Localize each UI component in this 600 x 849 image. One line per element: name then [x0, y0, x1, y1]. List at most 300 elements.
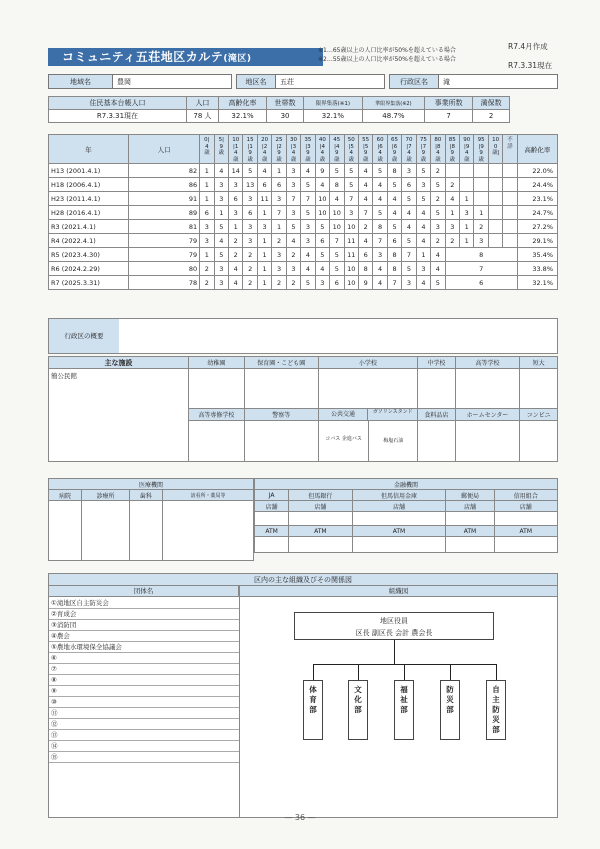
- age-cell: 2: [229, 234, 243, 248]
- atm-label: ATM: [352, 526, 446, 537]
- org-line-dept: [496, 664, 497, 680]
- age-bin-header: [330, 135, 344, 164]
- age-cell-80-plus: 6: [445, 276, 517, 290]
- age-cell: 4: [416, 234, 430, 248]
- pop-header: 人口: [129, 135, 200, 164]
- age-cell: 5: [431, 276, 445, 290]
- age-cell: 11: [257, 192, 271, 206]
- row-aging-rate: 29.1%: [517, 234, 557, 248]
- age-cell: 4: [214, 234, 228, 248]
- age-cell: 10: [344, 276, 358, 290]
- age-bin-label: 50|54歳: [347, 137, 355, 163]
- medical-head-dental: 歯科: [129, 490, 162, 501]
- row-aging-rate: 27.2%: [517, 220, 557, 234]
- age-cell: 5: [387, 178, 401, 192]
- medical-title: 医療機関: [49, 479, 254, 490]
- age-cell: 4: [315, 262, 329, 276]
- admin-value: 滝: [438, 74, 558, 89]
- stat-val-2: 30: [267, 110, 304, 123]
- dept-char: 災: [492, 715, 500, 724]
- age-cell: 4: [431, 248, 445, 262]
- age-cell: [474, 178, 488, 192]
- facilities-main-value: 簡公民館: [49, 369, 189, 462]
- age-bin-header: [416, 135, 430, 164]
- atm-label: ATM: [255, 526, 289, 537]
- fac-head-nursery: 保育園・こども園: [244, 357, 318, 369]
- age-bin-label: 5|9歳: [218, 137, 225, 156]
- age-bin-label: 80|84歳: [434, 137, 442, 163]
- dept-char: 災: [446, 695, 454, 704]
- fac-head-transport: 公共交通: [319, 409, 369, 420]
- age-cell: 1: [257, 262, 271, 276]
- org-group-item: ⑧: [49, 675, 239, 686]
- age-cell: [460, 178, 474, 192]
- stat-head-2: 世帯数: [267, 97, 304, 110]
- age-cell: 3: [257, 220, 271, 234]
- stat-head-3: 限界集落(※1): [303, 97, 362, 110]
- fac-head-home-center: ホームセンター: [455, 409, 519, 421]
- age-cell: 3: [460, 206, 474, 220]
- dept-box: [394, 680, 414, 740]
- age-cell: 8: [330, 178, 344, 192]
- age-cell: [503, 234, 517, 248]
- org-group-item: ③消防団: [49, 620, 239, 631]
- age-cell: 6: [272, 178, 286, 192]
- age-cell: 7: [387, 276, 401, 290]
- age-bin-label: 55|59歳: [362, 137, 370, 163]
- age-bin-header: [229, 135, 243, 164]
- age-cell: 1: [474, 206, 488, 220]
- age-cell: 5: [301, 206, 315, 220]
- finance-blank: [446, 537, 494, 553]
- age-cell: 1: [200, 164, 214, 178]
- dept-char: 部: [446, 705, 454, 714]
- age-bin-label: 35|39歳: [304, 137, 312, 163]
- dept-box: [486, 680, 506, 740]
- age-bin-header: [460, 135, 474, 164]
- age-bin-label: 75|79歳: [419, 137, 427, 163]
- age-cell: 9: [315, 164, 329, 178]
- age-bin-header: [387, 135, 401, 164]
- table-row: [49, 206, 558, 220]
- age-cell: 3: [315, 276, 329, 290]
- dept-box: [303, 680, 323, 740]
- district-value: 五荘: [275, 74, 385, 89]
- finance-org-ja: JA: [255, 490, 289, 501]
- fac-head-elementary: 小学校: [318, 357, 417, 369]
- row-year: R6 (2024.2.29): [49, 262, 129, 276]
- dept-char: 体: [309, 685, 317, 694]
- age-cell: 4: [301, 164, 315, 178]
- finance-org-tajima-bank: 但馬銀行: [289, 490, 352, 501]
- age-cell: 5: [344, 178, 358, 192]
- age-cell: 10: [344, 220, 358, 234]
- dept-char: 部: [354, 705, 362, 714]
- age-bin-header: [257, 135, 271, 164]
- year-header: 年: [49, 135, 129, 164]
- row-year: H18 (2006.4.1): [49, 178, 129, 192]
- age-cell: [445, 164, 459, 178]
- age-cell: 5: [301, 178, 315, 192]
- age-cell: 5: [402, 262, 416, 276]
- population-stats: [48, 96, 510, 123]
- row-population: 81: [129, 220, 200, 234]
- age-bin-label: 10|14歳: [232, 137, 240, 163]
- stat-head-4: 準限界集落(※2): [362, 97, 424, 110]
- age-cell: 6: [330, 276, 344, 290]
- store-label: 店舗: [352, 501, 446, 512]
- org-line-dept: [450, 664, 451, 680]
- age-bin-header: [344, 135, 358, 164]
- org-line-dept: [313, 664, 314, 680]
- org-group-item: ⑪: [49, 708, 239, 719]
- stat-head-1: 高齢化率: [218, 97, 266, 110]
- org-line-trunk: [394, 640, 395, 664]
- age-cell: 5: [416, 192, 430, 206]
- row-aging-rate: 22.0%: [517, 164, 557, 178]
- age-cell: 2: [358, 220, 372, 234]
- age-cell: 4: [373, 276, 387, 290]
- age-cell: 5: [214, 248, 228, 262]
- note-1: ※1…65歳以上の人口比率が50%を超えている場合: [318, 47, 456, 54]
- dept-char: 防: [492, 705, 500, 714]
- org-group-item: ⑤農地水環境保全協議会: [49, 642, 239, 653]
- finance-blank: [494, 512, 557, 526]
- age-cell: 2: [229, 248, 243, 262]
- dept-char: 化: [354, 695, 362, 704]
- age-bin-header: [272, 135, 286, 164]
- age-cell: 14: [229, 164, 243, 178]
- table-row: [49, 178, 558, 192]
- age-cell: 2: [445, 178, 459, 192]
- age-cell: 7: [344, 192, 358, 206]
- title-sub: (滝区): [223, 54, 252, 64]
- age-cell: 5: [373, 164, 387, 178]
- age-cell: 2: [474, 220, 488, 234]
- age-cell: 1: [460, 192, 474, 206]
- age-distribution-table: [48, 134, 558, 290]
- row-population: 86: [129, 178, 200, 192]
- org-group-item: ④農会: [49, 631, 239, 642]
- finance-blank: [289, 512, 352, 526]
- age-cell: 3: [229, 178, 243, 192]
- finance-blank: [494, 537, 557, 553]
- age-bin-header: [243, 135, 257, 164]
- age-bin-header: [200, 135, 214, 164]
- fac-head-convenience: コンビニ: [520, 409, 558, 421]
- basis-label: 住民基本台帳人口: [49, 97, 187, 110]
- age-cell: [503, 192, 517, 206]
- age-cell: 3: [286, 164, 300, 178]
- store-label: 店舗: [494, 501, 557, 512]
- finance-blank: [255, 512, 289, 526]
- region-label: 地域名: [48, 74, 113, 89]
- table-row: [49, 276, 558, 290]
- gas-value: 梅塩石油: [383, 438, 404, 444]
- age-cell: 4: [214, 164, 228, 178]
- age-cell: 5: [330, 248, 344, 262]
- age-cell: 2: [445, 234, 459, 248]
- age-cell: 3: [416, 178, 430, 192]
- region-value: 豊岡: [112, 74, 232, 89]
- age-cell: 7: [402, 248, 416, 262]
- finance-blank: [352, 537, 446, 553]
- dept-char: 文: [354, 685, 362, 694]
- age-cell: [474, 192, 488, 206]
- age-cell: 4: [402, 220, 416, 234]
- age-bin-header: [445, 135, 459, 164]
- age-cell: 3: [431, 220, 445, 234]
- age-cell: 5: [286, 220, 300, 234]
- age-bin-label: 85|89歳: [448, 137, 456, 163]
- age-cell: 1: [200, 192, 214, 206]
- dept-char: 祉: [400, 695, 408, 704]
- age-cell: [488, 220, 502, 234]
- row-population: 91: [129, 192, 200, 206]
- table-row: [49, 234, 558, 248]
- board-box: [294, 612, 494, 640]
- age-cell: 1: [272, 220, 286, 234]
- age-cell: [488, 206, 502, 220]
- dept-char: 福: [400, 685, 408, 694]
- fac-head-kindergarten: 幼稚園: [189, 357, 245, 369]
- age-cell: 1: [257, 206, 271, 220]
- age-bin-label: 70|74歳: [405, 137, 413, 163]
- row-population: 89: [129, 206, 200, 220]
- table-row: [49, 220, 558, 234]
- page-number: — 36 —: [284, 813, 316, 822]
- title-main: コミュニティ五荘地区カルテ: [62, 50, 224, 64]
- fac-head-junior-high: 中学校: [418, 357, 456, 369]
- age-cell: 3: [445, 220, 459, 234]
- age-cell: 9: [358, 276, 372, 290]
- admin-label: 行政区名: [389, 74, 439, 89]
- age-cell: 4: [416, 220, 430, 234]
- age-cell: 7: [272, 206, 286, 220]
- age-cell: 1: [229, 220, 243, 234]
- finance-blank: [352, 512, 446, 526]
- finance-org-credit: 信用組合: [494, 490, 557, 501]
- row-aging-rate: 24.7%: [517, 206, 557, 220]
- stat-val-6: 2: [473, 110, 510, 123]
- org-group-item: ⑥: [49, 653, 239, 664]
- org-group-item: ⑩: [49, 697, 239, 708]
- age-cell: 2: [200, 276, 214, 290]
- notes: [318, 46, 456, 64]
- age-cell: 4: [445, 192, 459, 206]
- age-cell: 2: [243, 276, 257, 290]
- age-cell: 7: [286, 192, 300, 206]
- age-bin-header: [301, 135, 315, 164]
- store-label: 店舗: [446, 501, 494, 512]
- age-bin-label: 45|49歳: [333, 137, 341, 163]
- org-group-item: ②育成会: [49, 609, 239, 620]
- age-cell: 5: [431, 178, 445, 192]
- age-cell: 2: [431, 192, 445, 206]
- age-bin-header: [214, 135, 228, 164]
- age-bin-header: [431, 135, 445, 164]
- store-label: 店舗: [255, 501, 289, 512]
- age-cell: 4: [229, 262, 243, 276]
- stat-head-0: 人口: [187, 97, 219, 110]
- age-cell: 8: [387, 262, 401, 276]
- age-cell: [503, 164, 517, 178]
- age-bin-label: 30|34歳: [289, 137, 297, 163]
- org-group-item: ⑬: [49, 730, 239, 741]
- stat-val-5: 7: [424, 110, 472, 123]
- store-label: 店舗: [289, 501, 352, 512]
- age-cell: 6: [387, 234, 401, 248]
- stat-head-5: 事業所数: [424, 97, 472, 110]
- fac-head-gas-station: ガソリンスタンド: [372, 409, 413, 415]
- fac-head-vocational: 高等専修学校: [189, 409, 245, 421]
- facilities-main-label: 主な施設: [49, 357, 189, 369]
- age-cell: [474, 164, 488, 178]
- age-cell: 4: [286, 234, 300, 248]
- age-cell: 5: [344, 164, 358, 178]
- org-divider: [239, 586, 240, 818]
- age-cell: 4: [229, 276, 243, 290]
- medical-head-hospital: 病院: [49, 490, 82, 501]
- age-cell: 4: [301, 262, 315, 276]
- age-cell: 1: [460, 220, 474, 234]
- age-cell: 6: [243, 206, 257, 220]
- age-cell: [488, 178, 502, 192]
- finance-table: [254, 478, 558, 553]
- as-of-date: R7.3.31現在: [508, 61, 553, 70]
- atm-label: ATM: [494, 526, 557, 537]
- dept-char: 部: [492, 725, 500, 734]
- finance-blank: [289, 537, 352, 553]
- age-cell: 3: [474, 234, 488, 248]
- org-line-dept: [358, 664, 359, 680]
- age-cell: 2: [243, 262, 257, 276]
- age-cell: 4: [315, 178, 329, 192]
- age-bin-label: 0|4歳: [204, 137, 210, 156]
- age-cell: 1: [460, 234, 474, 248]
- transport-value: コバス 企進バス: [319, 421, 370, 461]
- org-col-groups: 団体名: [49, 586, 239, 597]
- medical-head-clinic: 診療所: [81, 490, 129, 501]
- age-cell: 6: [402, 178, 416, 192]
- stat-val-3: 32.1%: [303, 110, 362, 123]
- age-cell: 5: [315, 220, 329, 234]
- finance-blank: [446, 512, 494, 526]
- org-title: 区内の主な組織及びその関係図: [49, 574, 557, 586]
- table-row: [49, 248, 558, 262]
- age-cell: 5: [402, 234, 416, 248]
- age-cell: 4: [257, 164, 271, 178]
- age-bin-label: 15|19歳: [246, 137, 254, 163]
- age-bin-label: 40|44歳: [318, 137, 326, 163]
- age-cell: 3: [243, 220, 257, 234]
- dept-char: 自: [492, 685, 500, 694]
- age-bin-header: [488, 135, 502, 164]
- basis-date: R7.3.31現在: [49, 110, 187, 123]
- finance-title: 金融機関: [255, 479, 558, 490]
- created-date: R7.4月作成: [508, 42, 548, 51]
- age-cell: 3: [286, 262, 300, 276]
- age-cell: 6: [229, 192, 243, 206]
- age-cell: 6: [200, 206, 214, 220]
- age-cell: 1: [272, 164, 286, 178]
- row-aging-rate: 24.4%: [517, 178, 557, 192]
- age-cell-80-plus: 7: [445, 262, 517, 276]
- age-cell: 6: [257, 178, 271, 192]
- age-cell: 1: [257, 248, 271, 262]
- row-population: 78: [129, 276, 200, 290]
- age-cell: 10: [315, 192, 329, 206]
- stat-head-6: 満保数: [473, 97, 510, 110]
- age-cell: 3: [200, 220, 214, 234]
- age-cell: 2: [286, 248, 300, 262]
- age-bin-header: [402, 135, 416, 164]
- age-cell: 5: [416, 164, 430, 178]
- row-year: R3 (2021.4.1): [49, 220, 129, 234]
- table-row: [49, 262, 558, 276]
- row-year: R7 (2025.3.31): [49, 276, 129, 290]
- dept-box: [440, 680, 460, 740]
- age-cell: 2: [243, 248, 257, 262]
- age-bin-label: 65|69歳: [391, 137, 399, 163]
- dept-box: [348, 680, 368, 740]
- age-cell: 5: [330, 164, 344, 178]
- age-cell: 3: [402, 164, 416, 178]
- age-cell: 3: [243, 192, 257, 206]
- age-cell: 4: [373, 192, 387, 206]
- row-year: H28 (2016.4.1): [49, 206, 129, 220]
- row-aging-rate: 35.4%: [517, 248, 557, 262]
- age-bin-header: [358, 135, 372, 164]
- age-cell: 4: [416, 206, 430, 220]
- age-cell: 3: [229, 206, 243, 220]
- age-cell: 2: [431, 164, 445, 178]
- fac-head-grocery: 食料品店: [418, 409, 456, 421]
- age-cell: 6: [358, 248, 372, 262]
- org-group-item: ⑫: [49, 719, 239, 730]
- age-cell: 2: [431, 234, 445, 248]
- age-cell: 5: [373, 206, 387, 220]
- age-cell: [488, 234, 502, 248]
- age-cell: 3: [200, 234, 214, 248]
- board-members: 区長 副区長 会計 農会長: [355, 629, 433, 637]
- age-cell: 5: [243, 164, 257, 178]
- age-cell: 4: [387, 192, 401, 206]
- age-cell: 7: [373, 234, 387, 248]
- age-cell: 1: [200, 178, 214, 192]
- org-group-item: ⑭: [49, 741, 239, 752]
- age-cell: 10: [344, 262, 358, 276]
- age-cell: 10: [315, 206, 329, 220]
- age-cell: [460, 164, 474, 178]
- row-population: 79: [129, 234, 200, 248]
- district-overview: [48, 318, 558, 354]
- age-bin-label: 20|24歳: [261, 137, 269, 163]
- age-cell: 1: [257, 276, 271, 290]
- age-bin-label: 25|29歳: [275, 137, 283, 163]
- dept-char: 部: [400, 705, 408, 714]
- age-cell: 4: [330, 192, 344, 206]
- age-bin-label: 不詳: [507, 137, 513, 150]
- rate-header: 高齢化率: [517, 135, 557, 164]
- medical-table: [48, 478, 254, 561]
- age-cell: 4: [358, 234, 372, 248]
- atm-label: ATM: [446, 526, 494, 537]
- facilities-table: [48, 356, 558, 462]
- age-cell: 5: [431, 206, 445, 220]
- age-cell: 3: [286, 206, 300, 220]
- org-group-item: ⑦: [49, 664, 239, 675]
